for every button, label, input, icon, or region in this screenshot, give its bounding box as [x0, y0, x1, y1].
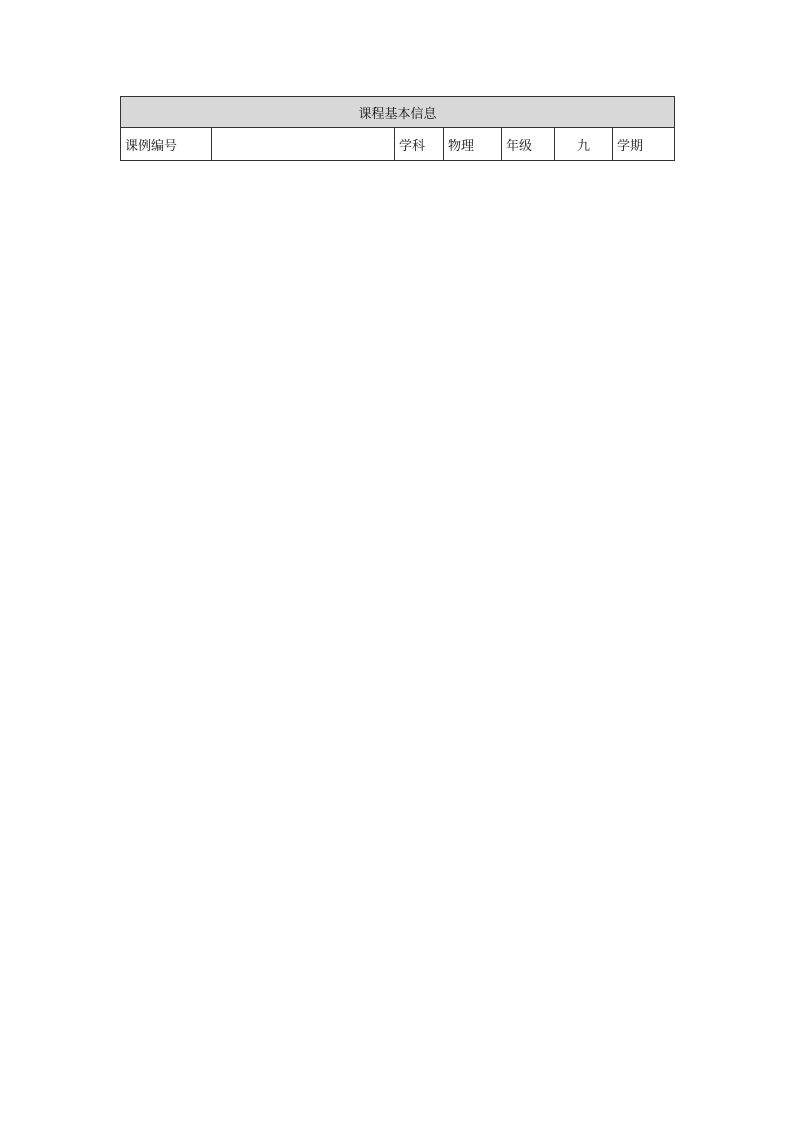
subject-value: 物理: [444, 128, 502, 161]
subject-label: 学科: [395, 128, 444, 161]
basic-info-header: 课程基本信息: [121, 97, 675, 128]
course-no-label: 课例编号: [121, 128, 212, 161]
term-label: 学期: [613, 128, 675, 161]
course-no-value: [212, 128, 395, 161]
grade-value: 九: [555, 128, 613, 161]
grade-label: 年级: [502, 128, 555, 161]
lesson-plan-table: [120, 96, 675, 161]
lesson-plan-page: [120, 96, 674, 161]
